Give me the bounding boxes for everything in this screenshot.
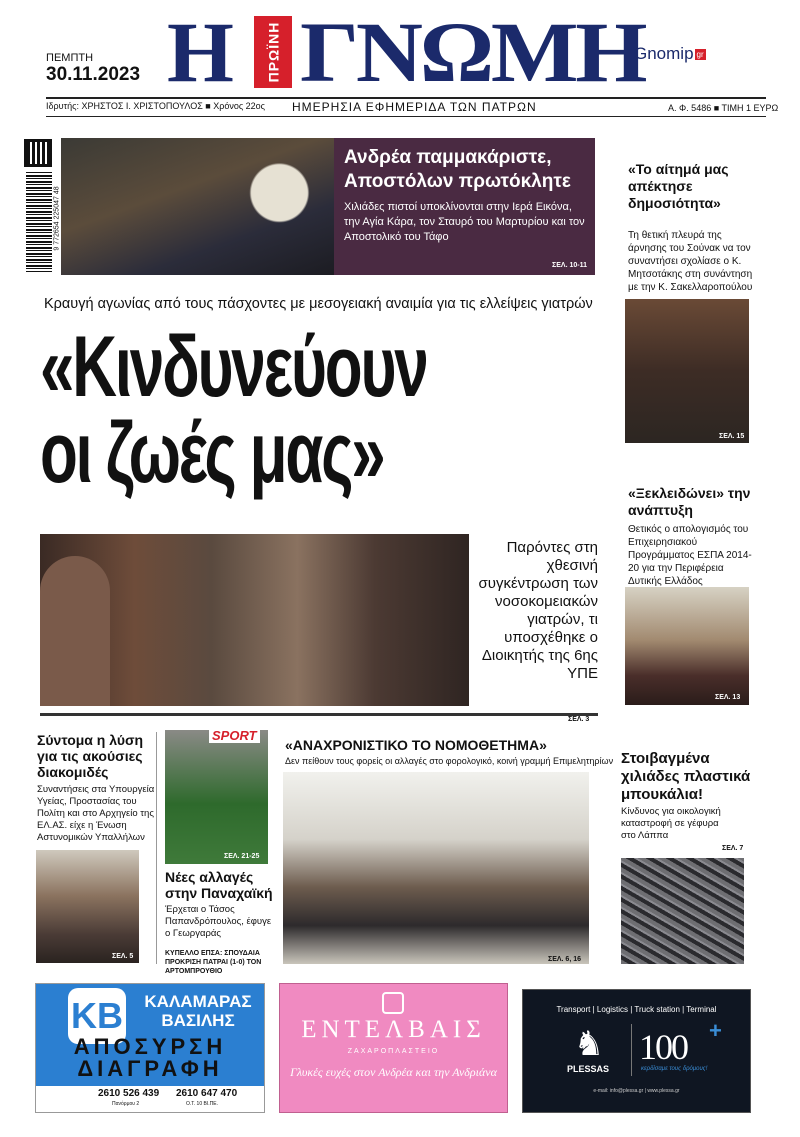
football-photo[interactable]: [165, 730, 268, 864]
hall-photo[interactable]: [625, 587, 749, 705]
sport-badge: [209, 728, 260, 743]
doctors-meeting-photo[interactable]: [40, 534, 469, 706]
feature-text: Χιλιάδες πιστοί υποκλίνονται στην Ιερά Εικόνα, την Αγία Κάρα, τον Σταυρό του Μαρτυρίου και τον Αποστολικό του Τάφο: [344, 201, 585, 243]
ad-kalamaras-phone1: 2610 526 439: [98, 1088, 160, 1099]
feature-headline: Ανδρέα παμμακάριστε, Αποστόλων πρωτόκλητε: [344, 147, 571, 192]
main-headline-line1: «Κινδυνεύουν: [40, 319, 427, 415]
left-lower-text: Συναντήσεις στα Υπουργεία Υγείας, Προστασίας του Πολίτη και στο Αρχηγείο της ΕΛ.ΑΣ. είχε η Ένωση Αστυνομικών Υπαλλήλων: [37, 784, 155, 843]
plastic-text: Κίνδυνος για οικολογική καταστροφή σε γέφυρα στο Λάππα: [621, 806, 721, 841]
foreground-person: [40, 556, 110, 706]
plastic-page-ref: ΣΕΛ. 7: [722, 845, 744, 852]
barcode-icon: [26, 172, 52, 272]
sport-headline[interactable]: Νέες αλλαγές στην Παναχαϊκή: [165, 869, 273, 901]
masthead-rule: [46, 97, 766, 99]
ad-plessas-address: e-mail: info@plessa.gr | www.plessa.gr: [593, 1088, 680, 1094]
ad-plessas-name: PLESSAS: [566, 1064, 609, 1074]
ad-kalamaras-phone2: 2610 647 470: [176, 1088, 238, 1099]
tagline: ΗΜΕΡΗΣΙΑ ΕΦΗΜΕΡΙΔΑ ΤΩΝ ΠΑΤΡΩΝ: [292, 100, 537, 114]
ad-entelvais[interactable]: [279, 983, 508, 1113]
right-story2-page-ref: ΣΕΛ. 13: [715, 694, 741, 701]
right-story1-headline[interactable]: «Το αίτημά μας απέκτησε δημοσιότητα»: [628, 161, 729, 211]
ad-kalamaras-address1: Πανόρμου 2: [112, 1101, 140, 1107]
main-page-ref: ΣΕΛ. 3: [568, 716, 590, 723]
police-group-photo[interactable]: [36, 850, 139, 963]
feature-page-ref: ΣΕΛ. 10-11: [552, 262, 587, 269]
ad-kalamaras-service: ΑΠΟΣΥΡΣΗ ΔΙΑΓΡΑΦΗ: [73, 1034, 227, 1081]
entelvais-logo-icon: [382, 992, 404, 1014]
ad-plessas-slogan: κερδίσαμε τους δρόμους!: [641, 1066, 708, 1072]
main-caption: Παρόντες στη χθεσινή συγκέντρωση των νοσοκομειακών γιατρών, τι υποσχέθηκε ο Διοικητής της 6ης ΥΠΕ: [478, 539, 598, 682]
gnomip-logo[interactable]: [634, 44, 706, 64]
main-headline-line2: οι ζωές μας»: [40, 405, 384, 501]
price-line: Α. Φ. 5486 ■ ΤΙΜΗ 1 ΕΥΡΩ: [668, 103, 779, 113]
ad-entelvais-subtitle: ΖΑΧΑΡΟΠΛΑΣΤΕΙΟ: [347, 1048, 440, 1055]
right-story1-page-ref: ΣΕΛ. 15: [719, 433, 745, 440]
chamber-meeting-photo[interactable]: [283, 772, 589, 964]
proini-label: ΠΡΩΪΝΗ: [265, 21, 282, 83]
issue-date: 30.11.2023: [46, 64, 141, 85]
ad-entelvais-wish: Γλυκές ευχές στον Ανδρέα και την Ανδριάνα: [290, 1065, 497, 1079]
kb-logo-icon: KB: [68, 988, 126, 1044]
plastic-bottles-photo[interactable]: [621, 858, 744, 964]
right-story2-headline[interactable]: «Ξεκλειδώνει» την ανάπτυξη: [628, 485, 751, 518]
left-lower-headline[interactable]: Σύντομα η λύση για τις ακούσιες διακομιδές: [37, 732, 144, 780]
center-lower-page-ref: ΣΕΛ. 6, 16: [548, 956, 581, 963]
ad-entelvais-name: ΕΝΤΕΛΒΑΙΣ: [301, 1016, 486, 1043]
plastic-headline[interactable]: Στοιβαγμένα χιλιάδες πλαστικά μπουκάλια!: [621, 750, 751, 803]
main-kicker: Κραυγή αγωνίας από τους πάσχοντες με μεσογειακή αναιμία για τις ελλείψεις γιατρών: [44, 296, 593, 312]
ad-plessas-100: 100: [639, 1027, 687, 1067]
center-lower-headline[interactable]: «ΑΝΑΧΡΟΝΙΣΤΙΚΟ ΤΟ ΝΟΜΟΘΕΤΗΜΑ»: [285, 737, 547, 753]
barcode-number: 9 772654 225047 48: [53, 186, 61, 251]
ad-kalamaras[interactable]: [35, 983, 265, 1113]
left-lower-page-ref: ΣΕΛ. 5: [112, 953, 134, 960]
sport-kicker: ΚΥΠΕΛΛΟ ΕΠΣΑ: ΣΠΟΥΔΑΙΑ ΠΡΟΚΡΙΣΗ ΠΑΤΡΑΙ (1-0) ΤΟΝ ΑΡΤΟΜΠΡΟΥΘΙΟ: [165, 950, 262, 975]
column-divider: [156, 732, 157, 964]
feature-story[interactable]: [334, 138, 595, 275]
section-divider: [40, 713, 598, 716]
sport-text: Έρχεται ο Τάσος Παπανδρόπουλος, έφυγε ο Γεωργαράς: [165, 904, 272, 939]
masthead-title-right: ΓΝΩΜΗ: [300, 4, 645, 100]
ad-plessas-services: Transport | Logistics | Truck station | Terminal: [556, 1005, 717, 1014]
gnomip-label: Gnomip: [634, 44, 694, 63]
ad-kalamaras-address2: Ο.Τ. 10 ΒΙ.ΠΕ.: [186, 1101, 218, 1107]
ad-plessas-divider: [631, 1024, 632, 1076]
sport-page-ref: ΣΕΛ. 21-25: [224, 853, 260, 860]
procession-photo[interactable]: [61, 138, 334, 275]
right-story2-text: Θετικός ο απολογισμός του Επιχειρησιακού Προγράμματος ΕΣΠΑ 2014-20 για την Περιφέρεια Δυτικής Ελλάδος: [628, 524, 752, 587]
masthead-proini-badge: [254, 16, 292, 88]
center-lower-subhead: Δεν πείθουν τους φορείς οι αλλαγές στο φορολογικό, κοινή γραμμή Επιμελητηρίων: [285, 756, 614, 766]
ad-plessas-plus: +: [709, 1018, 722, 1043]
issue-day: ΠΕΜΠΤΗ: [46, 52, 94, 64]
sport-badge-text: SPORT: [212, 728, 257, 743]
main-headline[interactable]: [40, 319, 587, 501]
horse-logo-icon: ♞: [573, 1025, 605, 1063]
ad-plessas[interactable]: [522, 989, 751, 1113]
right-story1-text: Τη θετική πλευρά της άρνησης του Σούνακ να τον συναντήσει σχολίασε ο Κ. Μητσοτάκης στη συνάντηση με την Κ. Σακελλαροπούλου: [628, 230, 753, 293]
masthead-title-left: Η: [167, 4, 232, 100]
qr-code-icon: [24, 139, 52, 167]
gnomip-suffix: gr: [696, 50, 704, 60]
meeting-photo-small[interactable]: [625, 299, 749, 443]
ad-kalamaras-name: ΚΑΛΑΜΑΡΑΣ ΒΑΣΙΛΗΣ: [144, 992, 252, 1030]
founder-line: Ιδρυτής: ΧΡΗΣΤΟΣ Ι. ΧΡΙΣΤΟΠΟΥΛΟΣ ■ Χρόνος 22ος: [46, 101, 266, 111]
masthead-rule-bottom: [46, 116, 766, 117]
